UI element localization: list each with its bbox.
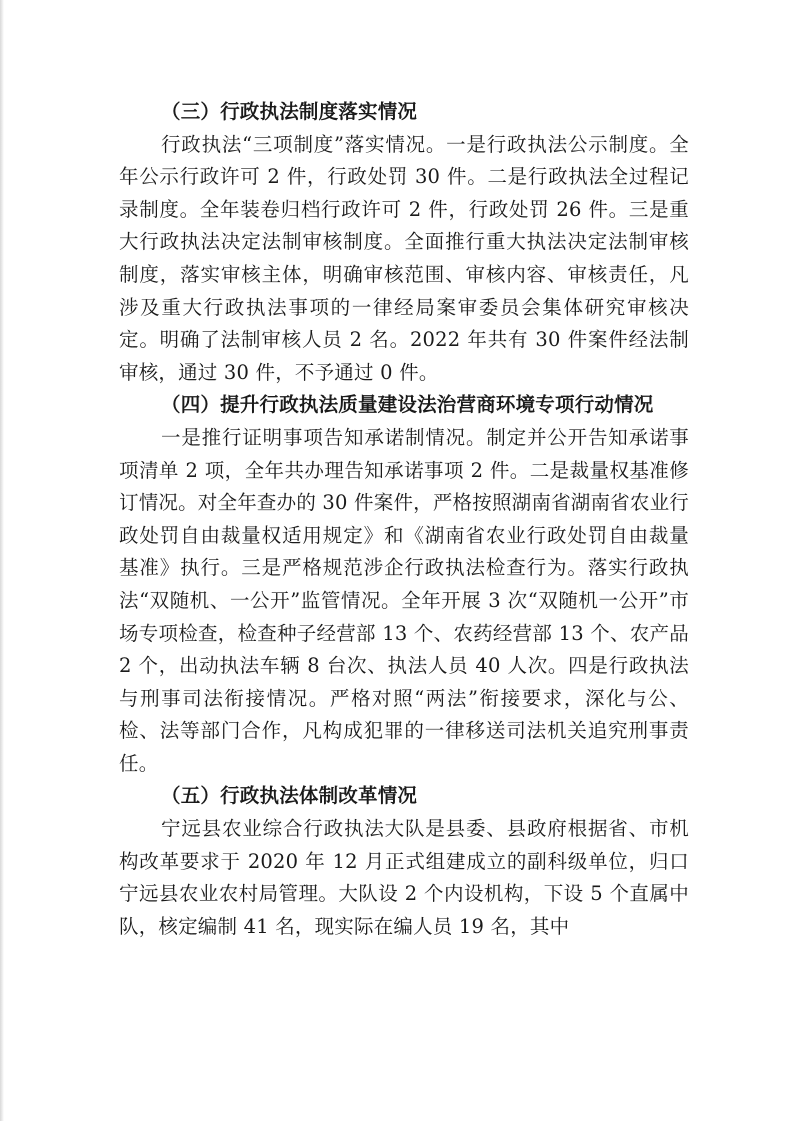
section-4-heading: （四）提升行政执法质量建设法治营商环境专项行动情况 xyxy=(161,393,654,417)
section-3-paragraph: 行政执法“三项制度”落实情况。一是行政执法公示制度。全年公示行政许可 2 件，行政处罚 30 件。二是行政执法全过程记录制度。全年装卷归档行政许可 2 件，行政处罚 26 件。三是重大行政执法决定法制审核制度。全面推行重大执法决定法制审核制度，落实审核主体，明确审核范围、审核内容、审核责任，凡涉及重大行政执法事项的一律经局案审委员会集体研究审核决定。明确了法制审核人员 2 名。2022 年共有 30 件案件经法制审核，通过 30 件，不予通过 0 件。 xyxy=(119,132,689,384)
section-3-heading: （三）行政执法制度落实情况 xyxy=(161,100,418,123)
document-body xyxy=(119,96,689,943)
section-4-paragraph: 一是推行证明事项告知承诺制情况。制定并公开告知承诺事项清单 2 项，全年共办理告知承诺事项 2 件。二是裁量权基准修订情况。对全年查办的 30 件案件，严格按照湖南省湖南省农业行政处罚自由裁量权适用规定》和《湖南省农业行政处罚自由裁量基准》执行。三是严格规范涉企行政执法检查行为。落实行政执法“双随机、一公开”监管情况。全年开展 3 次“双随机一公开”市场专项检查，检查种子经营部 13 个、农药经营部 13 个、农产品 2 个，出动执法车辆 8 台次、执法人员 40 人次。四是行政执法与刑事司法衔接情况。严格对照“两法”衔接要求，深化与公、检、法等部门合作，凡构成犯罪的一律移送司法机关追究刑事责任。 xyxy=(119,425,689,775)
scan-edge-shadow xyxy=(0,0,4,1121)
section-5-heading: （五）行政执法体制改革情况 xyxy=(161,784,418,808)
section-5-paragraph: 宁远县农业综合行政执法大队是县委、县政府根据省、市机构改革要求于 2020 年 12 月正式组建成立的副科级单位，归口宁远县农业农村局管理。大队设 2 个内设机构，下设 5 个直属中队，核定编制 41 名，现实际在编人员 19 名，其中 xyxy=(119,817,689,938)
